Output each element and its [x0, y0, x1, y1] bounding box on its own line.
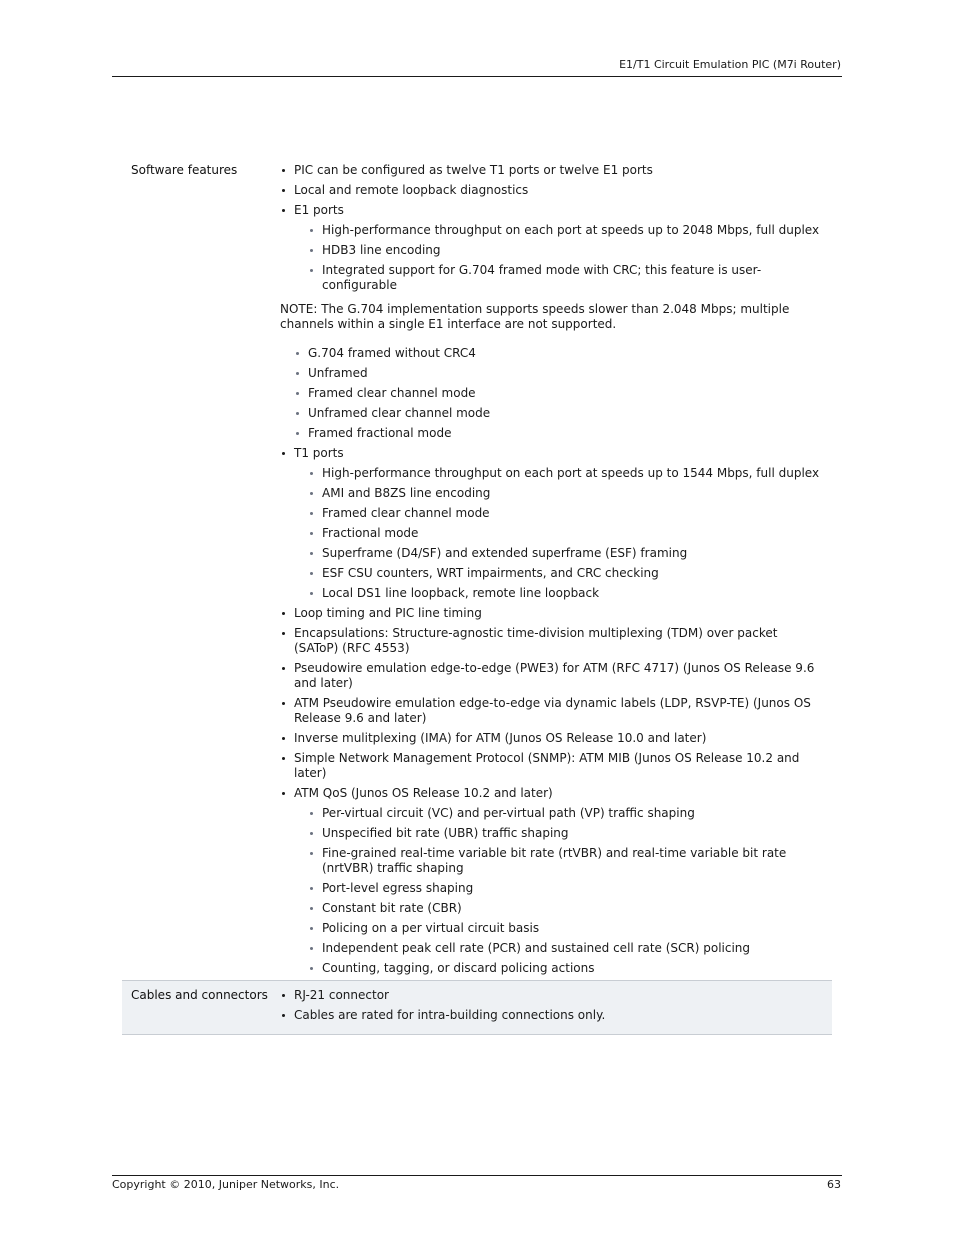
sublist-item: Framed clear channel mode	[280, 386, 824, 401]
sublist-item: AMI and B8ZS line encoding	[294, 486, 824, 501]
sublist-item: Independent peak cell rate (PCR) and sustained cell rate (SCR) policing	[294, 941, 824, 956]
sublist-item: Local DS1 line loopback, remote line loopback	[294, 586, 824, 601]
sublist-item: Framed clear channel mode	[294, 506, 824, 521]
e1-sublist-continued	[280, 346, 824, 441]
sublist-item: Unframed	[280, 366, 824, 381]
sublist-item: High-performance throughput on each port at speeds up to 2048 Mbps, full duplex	[294, 223, 824, 238]
sublist-item: Framed fractional mode	[280, 426, 824, 441]
atm-qos-label: ATM QoS (Junos OS Release 10.2 and later)	[294, 786, 553, 800]
list-item: RJ-21 connector	[280, 988, 824, 1003]
list-item: Local and remote loopback diagnostics	[280, 183, 824, 198]
sublist-item: Constant bit rate (CBR)	[294, 901, 824, 916]
sublist-item: G.704 framed without CRC4	[280, 346, 824, 361]
header-divider	[112, 76, 842, 77]
g704-note: NOTE: The G.704 implementation supports speeds slower than 2.048 Mbps; multiple channels within a single E1 interface are not supported.	[280, 302, 790, 331]
sublist-item: Unframed clear channel mode	[280, 406, 824, 421]
list-item: Encapsulations: Structure-agnostic time-division multiplexing (TDM) over packet (SAToP) (RFC 4553)	[280, 626, 824, 656]
sublist-item: High-performance throughput on each port at speeds up to 1544 Mbps, full duplex	[294, 466, 824, 481]
sublist-item: Fractional mode	[294, 526, 824, 541]
cables-connectors-body	[280, 988, 824, 1028]
e1-ports-label: E1 ports	[294, 203, 344, 217]
cables-list	[280, 988, 824, 1023]
list-item: Inverse mulitplexing (IMA) for ATM (Junos OS Release 10.0 and later)	[280, 731, 824, 746]
list-item: Simple Network Management Protocol (SNMP): ATM MIB (Junos OS Release 10.2 and later)	[280, 751, 824, 781]
e1-sublist	[294, 223, 824, 293]
sublist-item: Port-level egress shaping	[294, 881, 824, 896]
software-features-body	[280, 163, 824, 981]
page-number: 63	[827, 1178, 841, 1191]
list-item-e1-ports	[280, 203, 824, 293]
sublist-item: Unspecified bit rate (UBR) traffic shaping	[294, 826, 824, 841]
sublist-item: Counting, tagging, or discard policing actions	[294, 961, 824, 976]
sublist-item: Policing on a per virtual circuit basis	[294, 921, 824, 936]
sublist-item: Per-virtual circuit (VC) and per-virtual path (VP) traffic shaping	[294, 806, 824, 821]
copyright-text: Copyright © 2010, Juniper Networks, Inc.	[112, 1178, 340, 1191]
sublist-item: ESF CSU counters, WRT impairments, and CRC checking	[294, 566, 824, 581]
cables-connectors-label: Cables and connectors	[131, 988, 268, 1002]
sublist-item: Superframe (D4/SF) and extended superframe (ESF) framing	[294, 546, 824, 561]
list-item-atm-qos	[280, 786, 824, 976]
list-item-t1-ports	[280, 446, 824, 601]
e1-continued-container	[280, 346, 824, 441]
sublist-item: Fine-grained real-time variable bit rate (rtVBR) and real-time variable bit rate (nrtVBR) traffic shaping	[294, 846, 824, 876]
software-features-label: Software features	[131, 163, 238, 177]
list-item: Pseudowire emulation edge-to-edge (PWE3) for ATM (RFC 4717) (Junos OS Release 9.6 and later)	[280, 661, 824, 691]
footer-divider	[112, 1175, 842, 1176]
running-header-title: E1/T1 Circuit Emulation PIC (M7i Router)	[619, 58, 841, 71]
list-item: Loop timing and PIC line timing	[280, 606, 824, 621]
list-item: PIC can be configured as twelve T1 ports or twelve E1 ports	[280, 163, 824, 178]
atm-qos-sublist	[294, 806, 824, 976]
e1-continued-list	[280, 346, 824, 976]
list-item: Cables are rated for intra-building connections only.	[280, 1008, 824, 1023]
list-item: ATM Pseudowire emulation edge-to-edge via dynamic labels (LDP, RSVP-TE) (Junos OS Release 9.6 and later)	[280, 696, 824, 726]
t1-ports-label: T1 ports	[294, 446, 344, 460]
software-features-list	[280, 163, 824, 293]
sublist-item: HDB3 line encoding	[294, 243, 824, 258]
t1-sublist	[294, 466, 824, 601]
cables-connectors-row	[122, 980, 832, 1035]
sublist-item: Integrated support for G.704 framed mode with CRC; this feature is user-configurable	[294, 263, 824, 293]
